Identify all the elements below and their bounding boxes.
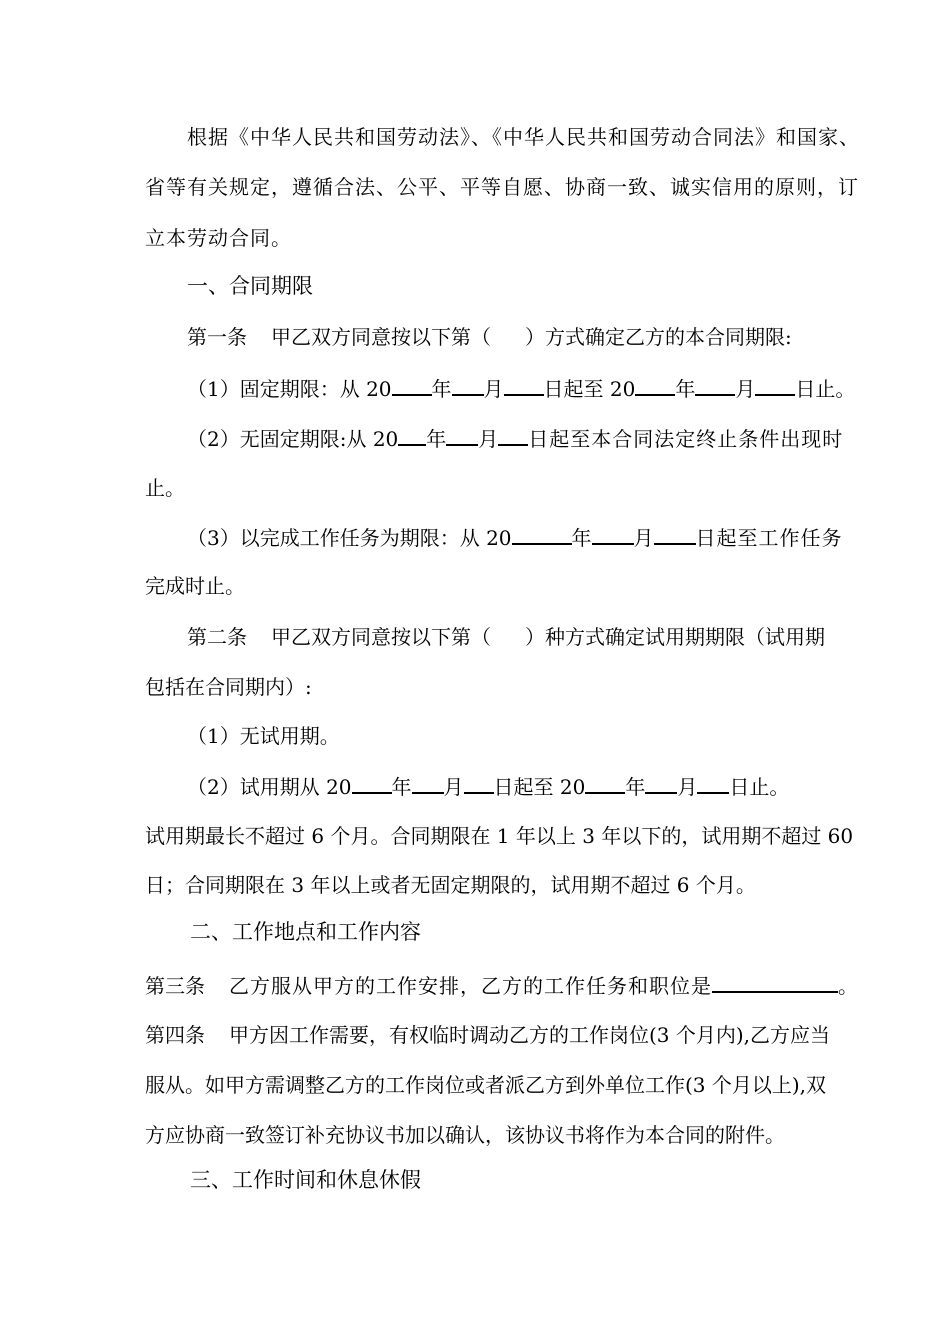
task-term-prefix: （3）以完成工作任务为期限：从 20: [187, 526, 512, 550]
fixed-day-label-1: 日起至 20: [543, 377, 636, 401]
fixed-end-day-blank[interactable]: [755, 378, 795, 396]
probation-start-day-blank[interactable]: [464, 776, 494, 794]
probation-year-label-1: 年: [391, 775, 412, 799]
probation-month-label-1: 月: [443, 775, 464, 799]
article-4-line-3: 方应协商一致签订补充协议书加以确认，该协议书将作为本合同的附件。: [145, 1123, 785, 1147]
probation-end-day-blank[interactable]: [697, 776, 729, 794]
article-4-number: 第四条: [145, 1023, 205, 1047]
article-1-text-a: 甲乙双方同意按以下第（: [271, 325, 491, 349]
probation-line: [187, 776, 789, 797]
fixed-month-label-1: 月: [483, 377, 504, 401]
task-term-line: [187, 527, 843, 548]
fixed-end-month-blank[interactable]: [695, 378, 735, 396]
no-probation-option: （1）无试用期。: [187, 724, 340, 748]
open-start-year-blank[interactable]: [398, 428, 426, 446]
article-3-end: 。: [838, 974, 858, 998]
fixed-term-prefix: （1）固定期限：从 20: [187, 377, 392, 401]
article-1-number: 第一条: [187, 325, 247, 349]
fixed-year-label-2: 年: [675, 377, 696, 401]
fixed-day-label-2: 日止。: [795, 377, 856, 401]
article-4-line-2: 服从。如甲方需调整乙方的工作岗位或者派乙方到外单位工作(3 个月以上),双: [145, 1073, 827, 1097]
fixed-term-line: [187, 378, 855, 399]
open-term-continuation: 止。: [145, 476, 185, 500]
preamble-line-1: 根据《中华人民共和国劳动法》、《中华人民共和国劳动合同法》和国家、: [187, 125, 860, 149]
article-2-continuation: 包括在合同期内）:: [145, 675, 312, 699]
fixed-month-label-2: 月: [735, 377, 756, 401]
article-3: [145, 975, 858, 996]
section-1-heading: 一、合同期限: [187, 274, 313, 298]
article-1: [187, 327, 792, 347]
probation-start-month-blank[interactable]: [412, 776, 444, 794]
fixed-year-label-1: 年: [431, 377, 452, 401]
section-2-heading: 二、工作地点和工作内容: [190, 920, 421, 944]
article-2-number: 第二条: [187, 625, 247, 649]
open-year-label: 年: [426, 427, 447, 451]
open-start-day-blank[interactable]: [498, 428, 528, 446]
open-start-month-blank[interactable]: [446, 428, 478, 446]
open-month-label: 月: [478, 427, 499, 451]
preamble-line-2: 省等有关规定，遵循合法、公平、平等自愿、协商一致、诚实信用的原则，订: [145, 175, 859, 199]
article-3-text: 乙方服从甲方的工作安排，乙方的工作任务和职位是: [229, 974, 712, 998]
probation-prefix: （2）试用期从 20: [187, 775, 352, 799]
task-start-day-blank[interactable]: [654, 527, 696, 545]
task-start-month-blank[interactable]: [592, 527, 634, 545]
fixed-end-year-blank[interactable]: [635, 378, 675, 396]
probation-note-line-1: 试用期最长不超过 6 个月。合同期限在 1 年以上 3 年以下的，试用期不超过 60: [145, 824, 854, 848]
open-term-line: [187, 428, 843, 449]
article-1-text-b: ）方式确定乙方的本合同期限:: [525, 325, 792, 349]
task-year-label: 年: [571, 526, 592, 550]
section-3-heading: 三、工作时间和休息休假: [190, 1168, 421, 1192]
job-position-blank[interactable]: [712, 975, 838, 993]
task-term-continuation: 完成时止。: [145, 574, 245, 598]
fixed-start-day-blank[interactable]: [504, 378, 544, 396]
article-2-text-b: ）种方式确定试用期期限（试用期: [525, 625, 825, 649]
article-4-line-1: 甲方因工作需要，有权临时调动乙方的工作岗位(3 个月内),乙方应当: [229, 1023, 831, 1047]
task-term-rest: 日起至工作任务: [695, 526, 843, 550]
probation-year-label-2: 年: [625, 775, 646, 799]
task-month-label: 月: [633, 526, 654, 550]
article-3-number: 第三条: [145, 974, 205, 998]
preamble-line-3: 立本劳动合同。: [145, 226, 292, 250]
fixed-start-year-blank[interactable]: [392, 378, 432, 396]
probation-note-line-2: 日；合同期限在 3 年以上或者无固定期限的，试用期不超过 6 个月。: [145, 873, 756, 897]
probation-day-label-1: 日起至 20: [493, 775, 586, 799]
fixed-start-month-blank[interactable]: [452, 378, 484, 396]
probation-end-month-blank[interactable]: [645, 776, 677, 794]
open-term-rest: 日起至本合同法定终止条件出现时: [528, 427, 844, 451]
probation-month-label-2: 月: [677, 775, 698, 799]
article-2: [187, 627, 825, 647]
article-4: [145, 1025, 830, 1045]
article-2-text-a: 甲乙双方同意按以下第（: [271, 625, 491, 649]
probation-day-label-2: 日止。: [729, 775, 790, 799]
probation-end-year-blank[interactable]: [585, 776, 625, 794]
open-term-prefix: （2）无固定期限:从 20: [187, 427, 399, 451]
probation-start-year-blank[interactable]: [352, 776, 392, 794]
task-start-year-blank[interactable]: [512, 527, 572, 545]
